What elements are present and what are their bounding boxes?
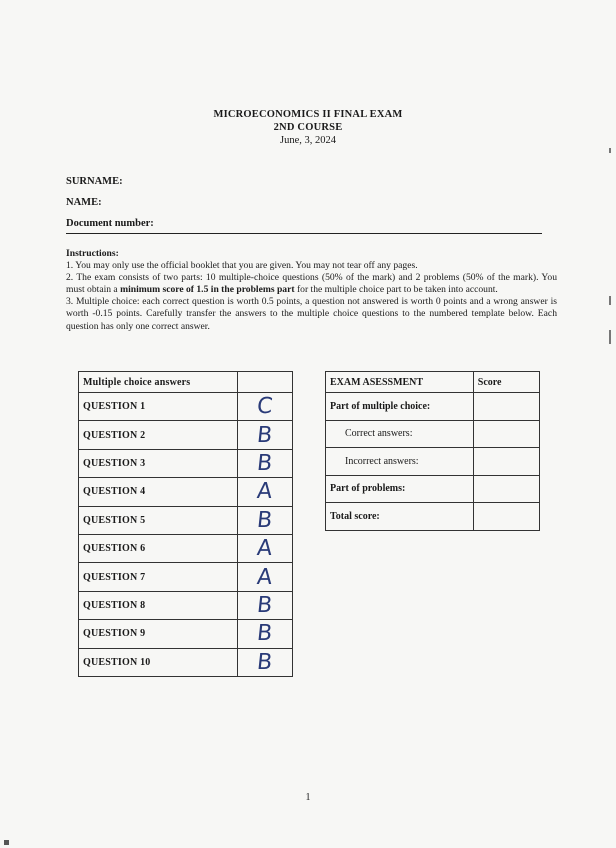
page-number: 1 bbox=[305, 792, 311, 803]
instructions-title: Instructions: bbox=[66, 248, 119, 259]
total-score-value[interactable] bbox=[473, 503, 539, 531]
mc-header-label: Multiple choice answers bbox=[79, 372, 238, 393]
question-label: QUESTION 10 bbox=[79, 648, 238, 676]
mc-row bbox=[79, 648, 293, 676]
correct-answers-label: Correct answers: bbox=[326, 420, 474, 448]
exam-date: June, 3, 2024 bbox=[280, 135, 336, 146]
scan-mark bbox=[609, 296, 611, 305]
exam-title: MICROECONOMICS II FINAL EXAM bbox=[213, 109, 403, 120]
instruction-1: 1. You may only use the official booklet that you are given. You may not tear off any pages. bbox=[66, 260, 418, 272]
assessment-row bbox=[326, 420, 540, 448]
instruction-2-emphasis: minimum score of 1.5 in the problems part bbox=[120, 284, 295, 296]
handwritten-answer: B bbox=[255, 507, 274, 533]
answer-cell[interactable] bbox=[237, 421, 292, 449]
total-score-label: Total score: bbox=[326, 503, 474, 531]
answer-cell[interactable] bbox=[237, 563, 292, 591]
question-label: QUESTION 3 bbox=[79, 449, 238, 477]
exam-header bbox=[0, 108, 616, 147]
mc-part-label: Part of multiple choice: bbox=[326, 393, 474, 421]
mc-row bbox=[79, 478, 293, 506]
mc-row bbox=[79, 393, 293, 421]
assessment-table bbox=[325, 371, 540, 531]
mc-header-row bbox=[79, 372, 293, 393]
handwritten-answer: C bbox=[255, 394, 274, 420]
assessment-row bbox=[326, 393, 540, 421]
fields-divider bbox=[66, 233, 542, 234]
answer-cell[interactable] bbox=[237, 534, 292, 562]
handwritten-answer: A bbox=[255, 564, 274, 590]
problems-part-score[interactable] bbox=[473, 475, 539, 503]
instruction-2-text-a: 2. The exam consists of two parts: 10 multiple-choice questions (50% of the mark) and 2 problems (50% of the mark). You must obtain a bbox=[66, 272, 557, 296]
mc-row bbox=[79, 591, 293, 619]
problems-part-label: Part of problems: bbox=[326, 475, 474, 503]
handwritten-answer: B bbox=[255, 450, 274, 476]
handwritten-answer: B bbox=[255, 649, 274, 675]
question-label: QUESTION 7 bbox=[79, 563, 238, 591]
exam-course: 2ND COURSE bbox=[273, 122, 343, 133]
answer-cell[interactable] bbox=[237, 648, 292, 676]
question-label: QUESTION 8 bbox=[79, 591, 238, 619]
incorrect-answers-score[interactable] bbox=[473, 448, 539, 476]
answer-cell[interactable] bbox=[237, 393, 292, 421]
mc-row bbox=[79, 506, 293, 534]
answer-cell[interactable] bbox=[237, 506, 292, 534]
instruction-2-text-c: for the multiple choice part to be taken into account. bbox=[294, 284, 498, 296]
answer-cell[interactable] bbox=[237, 591, 292, 619]
answer-cell[interactable] bbox=[237, 449, 292, 477]
instruction-3: 3. Multiple choice: each correct question is worth 0.5 points, a question not answered is worth 0 points and a wrong answer is worth -0.15 points. Carefully transfer the answers to the multiple choice questions to the numbered template below. Each question has only one correct answer. bbox=[66, 296, 557, 332]
incorrect-answers-label: Incorrect answers: bbox=[326, 448, 474, 476]
assessment-row bbox=[326, 503, 540, 531]
correct-answers-score[interactable] bbox=[473, 420, 539, 448]
mc-row bbox=[79, 449, 293, 477]
instruction-2 bbox=[66, 272, 557, 296]
mc-row bbox=[79, 534, 293, 562]
handwritten-answer: B bbox=[255, 592, 274, 618]
scan-mark bbox=[4, 840, 9, 845]
assessment-row bbox=[326, 448, 540, 476]
assessment-row bbox=[326, 475, 540, 503]
mc-row bbox=[79, 563, 293, 591]
question-label: QUESTION 5 bbox=[79, 506, 238, 534]
handwritten-answer: B bbox=[255, 422, 274, 448]
handwritten-answer: B bbox=[255, 621, 274, 647]
mc-part-score[interactable] bbox=[473, 393, 539, 421]
name-label: NAME: bbox=[66, 197, 102, 208]
multiple-choice-table bbox=[78, 371, 293, 677]
scan-mark bbox=[609, 330, 611, 344]
question-label: QUESTION 9 bbox=[79, 620, 238, 648]
student-fields bbox=[66, 175, 542, 238]
score-header: Score bbox=[473, 372, 539, 393]
answer-cell[interactable] bbox=[237, 478, 292, 506]
handwritten-answer: A bbox=[255, 536, 274, 562]
assessment-header: EXAM ASESSMENT bbox=[326, 372, 474, 393]
assessment-header-row bbox=[326, 372, 540, 393]
question-label: QUESTION 4 bbox=[79, 478, 238, 506]
document-number-label: Document number: bbox=[66, 218, 154, 229]
question-label: QUESTION 1 bbox=[79, 393, 238, 421]
handwritten-answer: A bbox=[255, 479, 274, 505]
question-label: QUESTION 6 bbox=[79, 534, 238, 562]
mc-header-blank bbox=[237, 372, 292, 393]
answer-cell[interactable] bbox=[237, 620, 292, 648]
instructions bbox=[66, 248, 557, 333]
mc-row bbox=[79, 421, 293, 449]
scan-mark bbox=[609, 148, 611, 153]
mc-row bbox=[79, 620, 293, 648]
surname-label: SURNAME: bbox=[66, 176, 123, 187]
question-label: QUESTION 2 bbox=[79, 421, 238, 449]
